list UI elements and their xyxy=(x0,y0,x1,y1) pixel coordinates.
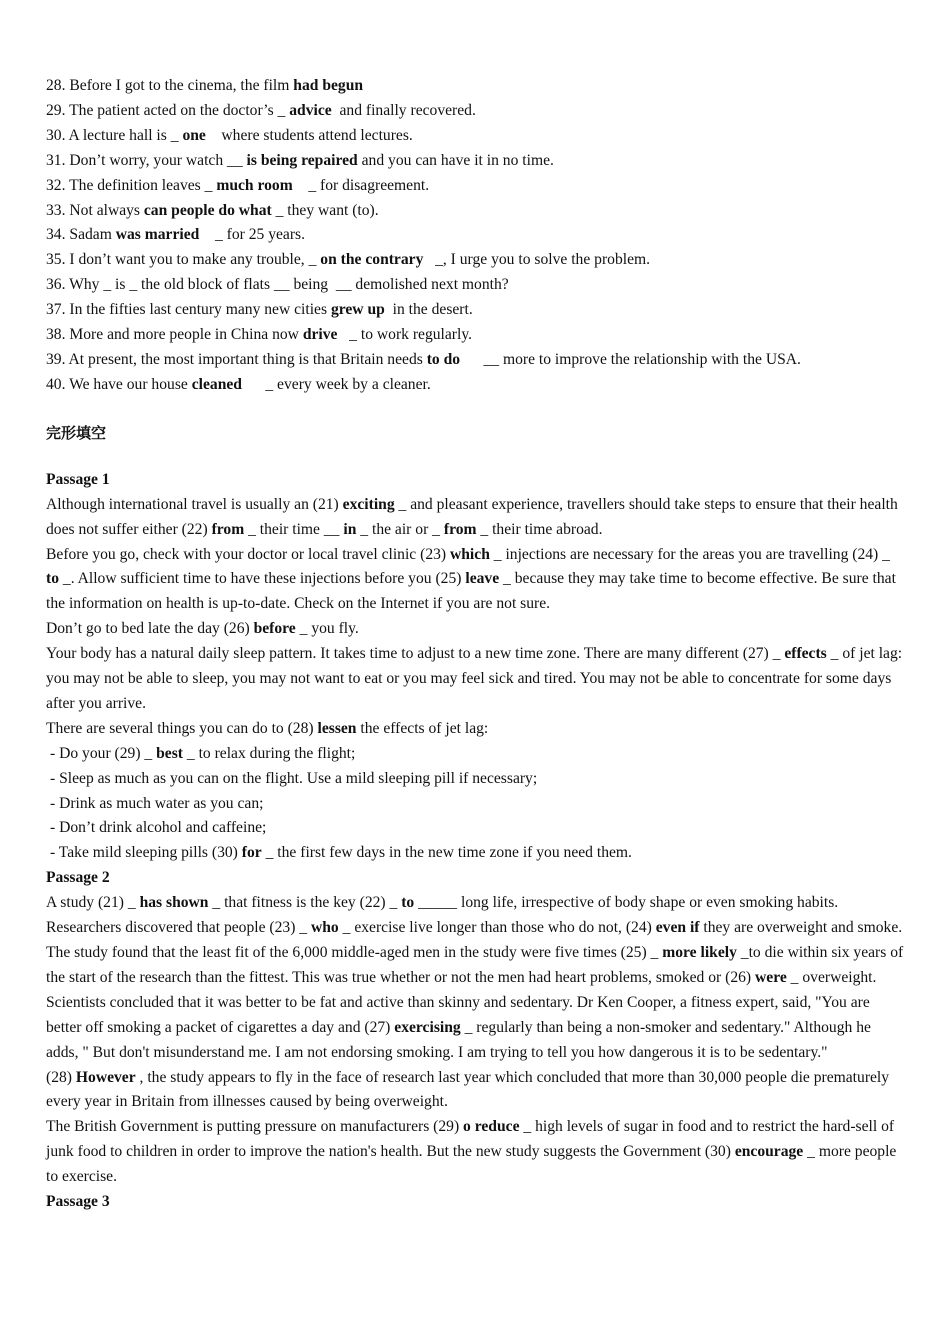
body-text: , the study appears to fly in the face of research last year which concluded that more than 30,000 people die prematurely every year in Britain from illnesses caused by being overweight. xyxy=(46,1068,890,1111)
body-text: The British Government is putting pressure on manufacturers (29) xyxy=(46,1118,464,1136)
body-text: _ that fitness is the key (22) _ xyxy=(208,894,402,912)
question-number: 37. xyxy=(46,301,66,319)
answer-text: is being repaired xyxy=(246,151,358,169)
answer-text: more likely xyxy=(662,944,737,961)
body-text: In the fifties last century many new cities xyxy=(65,301,331,319)
answer-text: lessen xyxy=(317,719,357,737)
passage-2-body xyxy=(46,891,906,1190)
answer-text: to do xyxy=(426,350,461,368)
question-item xyxy=(46,99,906,124)
body-text: _____ long life, irrespective of body shape or even smoking habits. Researchers discovered that people (23) _ xyxy=(46,894,839,937)
body-text: _ you fly. xyxy=(295,620,359,638)
answer-text: who xyxy=(311,919,339,937)
body-text: _ for disagreement. xyxy=(292,176,430,194)
body-text: We have our house xyxy=(65,375,192,393)
body-text: - Sleep as much as you can on the flight. Use a mild sleeping pill if necessary; xyxy=(50,769,538,787)
passage-1 xyxy=(46,468,906,867)
question-list xyxy=(46,74,906,398)
answer-text: from xyxy=(443,520,477,538)
bullet-item xyxy=(46,816,906,841)
body-text: Don’t go to bed late the day (26) xyxy=(46,620,254,638)
answer-text: before xyxy=(253,620,296,638)
question-number: 38. xyxy=(46,326,66,344)
answer-text: effects xyxy=(784,645,827,663)
answer-text: much room xyxy=(216,176,293,194)
paragraph xyxy=(46,1115,906,1190)
body-text: _ overweight. Scientists concluded that it was better to be fat and active than skinny and sedentary. Dr Ken Cooper, a fitness expert, said, "You are better off smoking a packet of cigarettes a day and (27) xyxy=(46,968,877,1036)
body-text: _ because they may take time to become effective. Be sure that the information on health is up-to-date. Check on the Internet if you are not sure. xyxy=(46,570,896,613)
body-text: _ regularly than being a non-smoker and sedentary." Although he adds, " But don't misunderstand me. I am not endorsing smoking. I am trying to tell you how dangerous it is to be sedentary." xyxy=(46,1018,871,1061)
question-number: 36. xyxy=(46,276,66,294)
answer-text: encourage xyxy=(734,1143,804,1161)
answer-text: had begun xyxy=(293,77,364,94)
body-text: - Take mild sleeping pills (30) xyxy=(50,844,242,862)
body-text: _ to work regularly. xyxy=(337,326,473,344)
body-text: and finally recovered. xyxy=(331,101,476,119)
paragraph xyxy=(46,642,906,717)
answer-text: cleaned xyxy=(191,375,242,393)
body-text: and you can have it in no time. xyxy=(357,151,554,169)
paragraph xyxy=(46,617,906,642)
body-text: A lecture hall is _ xyxy=(65,126,183,144)
body-text: Not always xyxy=(65,201,144,219)
question-item xyxy=(46,174,906,199)
body-text: _ their time __ xyxy=(244,520,344,538)
question-item xyxy=(46,323,906,348)
body-text: _ their time abroad. xyxy=(476,520,603,538)
question-number: 40. xyxy=(46,375,66,393)
paragraph xyxy=(46,543,906,618)
passage-2-title: Passage 2 xyxy=(46,869,110,887)
body-text: Sadam xyxy=(65,226,116,244)
paragraph xyxy=(46,1066,906,1116)
body-text: _ to relax during the flight; xyxy=(182,744,356,762)
answer-text: to xyxy=(401,894,415,912)
body-text: they are overweight and smoke. xyxy=(699,919,903,937)
body-text: (28) xyxy=(46,1068,76,1086)
answer-text: However xyxy=(75,1068,136,1086)
answer-text: in xyxy=(343,520,357,538)
answer-text: best xyxy=(156,744,183,762)
answer-text: one xyxy=(182,126,206,144)
body-text: The study found that the least fit of the 6,000 middle-aged men in the study were five times (25) _ xyxy=(46,944,663,961)
question-item xyxy=(46,273,906,298)
answer-text: advice xyxy=(289,101,332,119)
question-item xyxy=(46,248,906,273)
body-text: _ exercise live longer than those who do not, (24) xyxy=(338,919,656,937)
bullet-item xyxy=(46,767,906,792)
answer-text: even if xyxy=(655,919,700,937)
question-number: 31. xyxy=(46,151,66,169)
passage-3 xyxy=(46,1190,906,1215)
paragraph xyxy=(46,891,906,941)
passage-1-body xyxy=(46,493,906,742)
body-text: The patient acted on the doctor’s _ xyxy=(65,101,290,119)
body-text: Although international travel is usually an (21) xyxy=(46,495,343,513)
question-item xyxy=(46,298,906,323)
body-text: I don’t want you to make any trouble, _ xyxy=(65,251,321,269)
bullet-item xyxy=(46,742,906,767)
body-text: _to die within six years of the start of the research than the fittest. This was true whether or not the men had heart problems, smoked or (26) xyxy=(46,944,904,986)
body-text: There are several things you can do to (28) xyxy=(46,719,318,737)
body-text: _ every week by a cleaner. xyxy=(241,375,431,393)
paragraph xyxy=(46,941,906,1066)
body-text: Why _ is _ the old block of flats __ being __ demolished next month? xyxy=(65,276,509,294)
answer-text: on the contrary xyxy=(320,251,424,269)
body-text: _ and pleasant experience, travellers should take steps to ensure that their health does not suffer either (22) xyxy=(46,495,898,538)
question-number: 32. xyxy=(46,176,66,194)
body-text: A study (21) _ xyxy=(46,894,140,912)
question-item xyxy=(46,149,906,174)
answer-text: has shown xyxy=(139,894,209,912)
question-item xyxy=(46,199,906,224)
question-number: 34. xyxy=(46,226,66,244)
answer-text: can people do what xyxy=(143,201,272,219)
body-text: _ the air or _ xyxy=(356,520,444,538)
body-text: - Do your (29) _ xyxy=(50,744,157,762)
question-number: 39. xyxy=(46,350,66,368)
bullet-item xyxy=(46,792,906,817)
body-text: More and more people in China now xyxy=(65,326,303,344)
question-number: 29. xyxy=(46,101,66,119)
body-text: At present, the most important thing is that Britain needs xyxy=(65,350,427,368)
question-number: 28. xyxy=(46,77,66,94)
question-number: 35. xyxy=(46,251,66,269)
passage-2 xyxy=(46,866,906,1190)
body-text: _ the first few days in the new time zone if you need them. xyxy=(261,844,632,862)
question-number: 30. xyxy=(46,126,66,144)
answer-text: from xyxy=(211,520,245,538)
body-text: - Don’t drink alcohol and caffeine; xyxy=(50,819,267,837)
answer-text: were xyxy=(755,968,787,986)
passage-1-bullet-list xyxy=(46,742,906,867)
answer-text: for xyxy=(241,844,262,862)
body-text: _ high levels of sugar in food and to restrict the hard-sell of junk food to children in order to improve the nation's health. But the new study suggests the Government (30) xyxy=(46,1118,895,1161)
body-text: in the desert. xyxy=(384,301,473,319)
body-text: Before you go, check with your doctor or local travel clinic (23) xyxy=(46,545,450,563)
body-text: where students attend lectures. xyxy=(205,126,413,144)
answer-text: exercising xyxy=(394,1018,461,1036)
body-text: _. Allow sufficient time to have these injections before you (25) xyxy=(59,570,466,588)
paragraph xyxy=(46,493,906,543)
body-text: the effects of jet lag: xyxy=(356,719,489,737)
body-text: _, I urge you to solve the problem. xyxy=(423,251,651,269)
answer-text: leave xyxy=(465,570,500,588)
paragraph xyxy=(46,717,906,742)
answer-text: which xyxy=(450,545,490,563)
body-text: Don’t worry, your watch __ xyxy=(65,151,247,169)
question-item xyxy=(46,373,906,398)
passage-3-title: Passage 3 xyxy=(46,1193,110,1211)
body-text: _ of jet lag: you may not be able to sleep, you may not want to eat or you may feel sick and tired. You may not be able to concentrate for some days after you arrive. xyxy=(46,645,903,712)
answer-text: was married xyxy=(115,226,200,244)
answer-text: drive xyxy=(302,326,338,344)
answer-text: exciting xyxy=(342,495,395,513)
answer-text: o reduce xyxy=(463,1118,520,1136)
body-text: Before I got to the cinema, the film xyxy=(65,77,294,94)
body-text: _ more people to exercise. xyxy=(46,1143,897,1186)
section-heading: 完形填空 xyxy=(46,423,107,442)
question-item xyxy=(46,223,906,248)
bullet-item xyxy=(46,841,906,866)
body-text: - Drink as much water as you can; xyxy=(50,794,264,812)
question-item xyxy=(46,124,906,149)
body-text: _ injections are necessary for the areas you are travelling (24) _ xyxy=(489,545,890,563)
body-text: The definition leaves _ xyxy=(65,176,217,194)
answer-text: to xyxy=(46,570,59,588)
question-item xyxy=(46,348,906,373)
body-text: __ more to improve the relationship with the USA. xyxy=(460,350,801,368)
question-number: 33. xyxy=(46,201,66,219)
body-text: _ for 25 years. xyxy=(199,226,306,244)
body-text: Your body has a natural daily sleep pattern. It takes time to adjust to a new time zone. There are many different (27) _ xyxy=(46,645,785,663)
passage-1-title: Passage 1 xyxy=(46,470,110,488)
answer-text: grew up xyxy=(330,301,385,319)
question-item xyxy=(46,74,906,99)
body-text: _ they want (to). xyxy=(271,201,379,219)
